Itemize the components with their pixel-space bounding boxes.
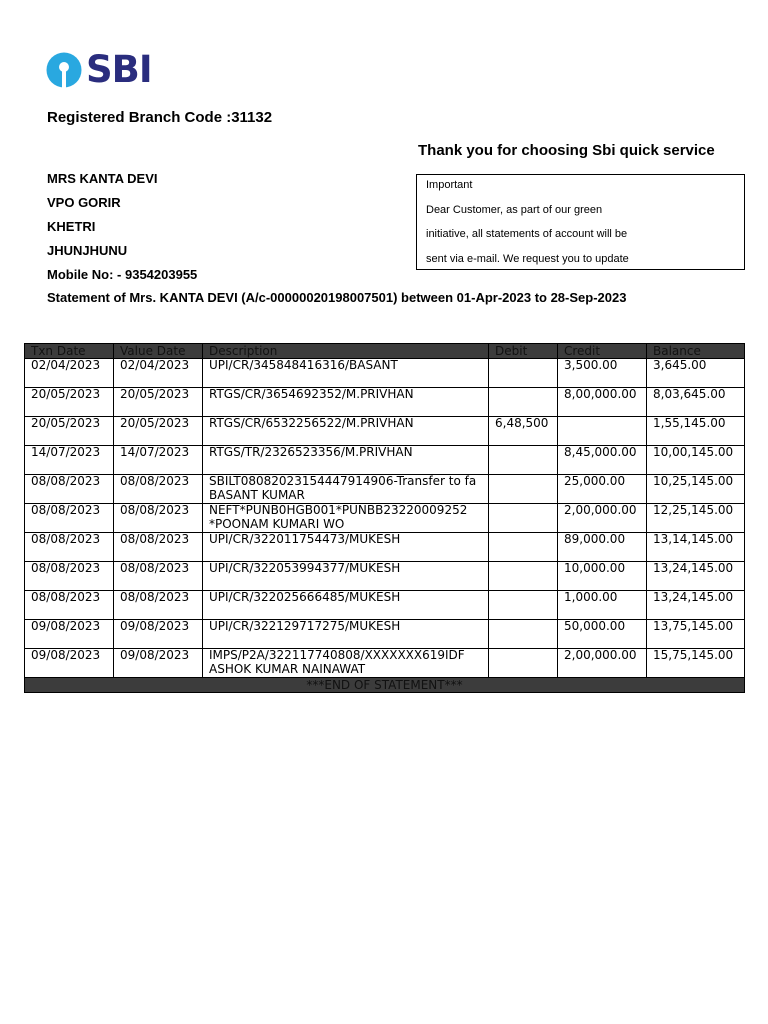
sbi-logo-text: SBI	[86, 48, 152, 91]
credit-cell: 8,00,000.00	[558, 388, 647, 417]
balance-cell: 15,75,145.00	[647, 649, 745, 678]
balance-cell: 13,14,145.00	[647, 533, 745, 562]
balance-cell: 12,25,145.00	[647, 504, 745, 533]
debit-cell	[489, 562, 558, 591]
description-cell: NEFT*PUNB0HGB001*PUNBB23220009252 *POONAM KUMARI WO	[203, 504, 489, 533]
credit-cell: 10,000.00	[558, 562, 647, 591]
customer-name: MRS KANTA DEVI	[47, 171, 158, 186]
table-row	[25, 446, 745, 475]
txn-date-cell: 20/05/2023	[25, 417, 114, 446]
description-cell: IMPS/P2A/322117740808/XXXXXXX619IDF ASHOK KUMAR NAINAWAT	[203, 649, 489, 678]
value-date-cell: 08/08/2023	[114, 562, 203, 591]
balance-cell: 13,75,145.00	[647, 620, 745, 649]
description-cell: UPI/CR/345848416316/BASANT	[203, 359, 489, 388]
balance-cell: 8,03,645.00	[647, 388, 745, 417]
address-line-2: KHETRI	[47, 219, 96, 234]
address-line-3: JHUNJHUNU	[47, 243, 128, 258]
value-date-cell: 08/08/2023	[114, 504, 203, 533]
header-description: Description	[203, 344, 489, 359]
table-row	[25, 649, 745, 678]
value-date-cell: 08/08/2023	[114, 591, 203, 620]
thanks-message: Thank you for choosing Sbi quick service	[418, 142, 715, 159]
end-of-statement: ***END OF STATEMENT***	[25, 678, 745, 693]
credit-cell: 1,000.00	[558, 591, 647, 620]
description-cell: RTGS/CR/3654692352/M.PRIVHAN	[203, 388, 489, 417]
description-cell: UPI/CR/322011754473/MUKESH	[203, 533, 489, 562]
balance-cell: 13,24,145.00	[647, 591, 745, 620]
description-cell: UPI/CR/322025666485/MUKESH	[203, 591, 489, 620]
debit-cell	[489, 359, 558, 388]
credit-cell: 2,00,000.00	[558, 504, 647, 533]
balance-cell: 10,00,145.00	[647, 446, 745, 475]
balance-cell: 10,25,145.00	[647, 475, 745, 504]
txn-date-cell: 08/08/2023	[25, 591, 114, 620]
sbi-logo-icon	[46, 52, 82, 88]
mobile-number: Mobile No: - 9354203955	[47, 267, 198, 282]
credit-cell: 8,45,000.00	[558, 446, 647, 475]
description-cell: SBILT08082023154447914906-Transfer to fa BASANT KUMAR	[203, 475, 489, 504]
txn-date-cell: 08/08/2023	[25, 475, 114, 504]
table-header-row	[25, 344, 745, 359]
value-date-cell: 09/08/2023	[114, 649, 203, 678]
debit-cell	[489, 446, 558, 475]
credit-cell: 50,000.00	[558, 620, 647, 649]
header-credit: Credit	[558, 344, 647, 359]
header-balance: Balance	[647, 344, 745, 359]
header-debit: Debit	[489, 344, 558, 359]
important-notice-box	[416, 174, 745, 270]
balance-cell: 3,645.00	[647, 359, 745, 388]
credit-cell	[558, 417, 647, 446]
table-row	[25, 562, 745, 591]
value-date-cell: 20/05/2023	[114, 388, 203, 417]
balance-cell: 13,24,145.00	[647, 562, 745, 591]
debit-cell	[489, 504, 558, 533]
description-cell: UPI/CR/322053994377/MUKESH	[203, 562, 489, 591]
notice-line: initiative, all statements of account will be	[426, 228, 628, 240]
credit-cell: 3,500.00	[558, 359, 647, 388]
debit-cell	[489, 388, 558, 417]
debit-cell: 6,48,500	[489, 417, 558, 446]
value-date-cell: 02/04/2023	[114, 359, 203, 388]
notice-line: sent via e-mail. We request you to update	[426, 252, 629, 265]
table-row	[25, 417, 745, 446]
address-line-1: VPO GORIR	[47, 195, 121, 210]
header-txn-date: Txn Date	[25, 344, 114, 359]
txn-date-cell: 08/08/2023	[25, 533, 114, 562]
statement-title: Statement of Mrs. KANTA DEVI (A/c-00000020198007501) between 01-Apr-2023 to 28-Sep-2023	[47, 290, 627, 305]
value-date-cell: 08/08/2023	[114, 475, 203, 504]
balance-cell: 1,55,145.00	[647, 417, 745, 446]
txn-date-cell: 20/05/2023	[25, 388, 114, 417]
branch-code: Registered Branch Code :31132	[47, 109, 273, 126]
sbi-logo	[46, 48, 152, 91]
value-date-cell: 20/05/2023	[114, 417, 203, 446]
table-row	[25, 475, 745, 504]
transactions-table	[24, 343, 745, 693]
debit-cell	[489, 475, 558, 504]
notice-title: Important	[426, 179, 473, 191]
debit-cell	[489, 533, 558, 562]
table-row	[25, 504, 745, 533]
debit-cell	[489, 649, 558, 678]
credit-cell: 2,00,000.00	[558, 649, 647, 678]
notice-line: Dear Customer, as part of our green	[426, 203, 603, 216]
txn-date-cell: 14/07/2023	[25, 446, 114, 475]
value-date-cell: 09/08/2023	[114, 620, 203, 649]
debit-cell	[489, 591, 558, 620]
description-cell: RTGS/CR/6532256522/M.PRIVHAN	[203, 417, 489, 446]
txn-date-cell: 09/08/2023	[25, 620, 114, 649]
txn-date-cell: 02/04/2023	[25, 359, 114, 388]
txn-date-cell: 08/08/2023	[25, 562, 114, 591]
txn-date-cell: 08/08/2023	[25, 504, 114, 533]
header-value-date: Value Date	[114, 344, 203, 359]
end-of-statement-row	[25, 678, 745, 693]
table-row	[25, 359, 745, 388]
credit-cell: 89,000.00	[558, 533, 647, 562]
description-cell: UPI/CR/322129717275/MUKESH	[203, 620, 489, 649]
value-date-cell: 14/07/2023	[114, 446, 203, 475]
table-row	[25, 388, 745, 417]
description-cell: RTGS/TR/2326523356/M.PRIVHAN	[203, 446, 489, 475]
table-row	[25, 591, 745, 620]
debit-cell	[489, 620, 558, 649]
credit-cell: 25,000.00	[558, 475, 647, 504]
table-row	[25, 620, 745, 649]
txn-date-cell: 09/08/2023	[25, 649, 114, 678]
table-row	[25, 533, 745, 562]
value-date-cell: 08/08/2023	[114, 533, 203, 562]
